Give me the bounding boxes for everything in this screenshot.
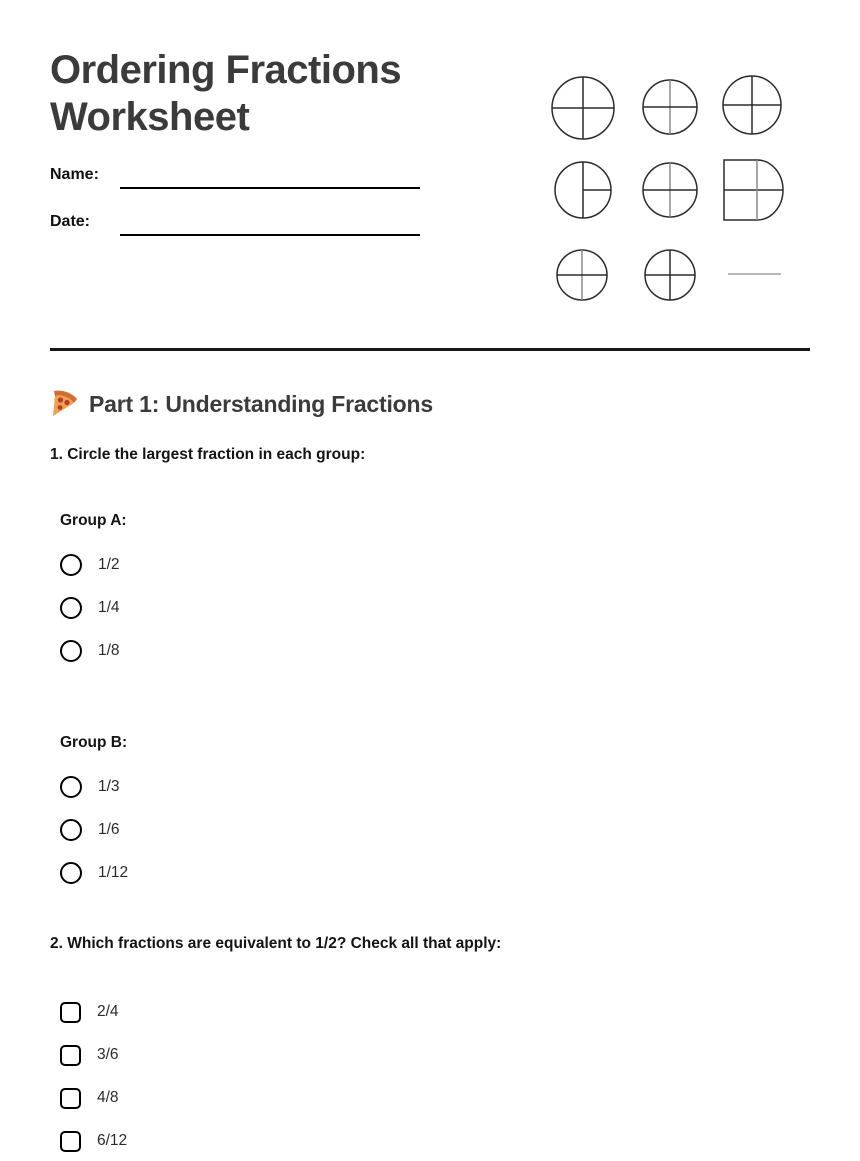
radio-button[interactable]	[60, 640, 82, 662]
fraction-square-round-quarters-icon	[724, 160, 783, 220]
radio-option-row	[60, 775, 120, 799]
radio-option-row	[60, 553, 120, 577]
radio-option-row	[60, 861, 128, 885]
radio-option-label: 1/4	[98, 599, 120, 616]
checkbox[interactable]	[60, 1002, 81, 1023]
fraction-circle-quarters-icon	[645, 250, 695, 300]
checkbox-option-label: 3/6	[97, 1046, 119, 1063]
fraction-circles-illustration	[540, 65, 800, 315]
radio-button[interactable]	[60, 862, 82, 884]
page-title: Ordering Fractions Worksheet	[50, 48, 402, 140]
radio-option-label: 1/12	[98, 864, 129, 881]
section-divider	[50, 348, 810, 351]
checkbox-option-row	[60, 1043, 119, 1067]
question-1-text: 1. Circle the largest fraction in each group:	[50, 446, 366, 463]
radio-option-row	[60, 818, 120, 842]
name-label: Name:	[50, 166, 99, 183]
radio-button[interactable]	[60, 554, 82, 576]
fraction-circle-quarters-icon	[557, 250, 607, 300]
checkbox[interactable]	[60, 1131, 81, 1152]
group-a-label: Group A:	[60, 512, 127, 529]
checkbox-option-row	[60, 1129, 127, 1153]
name-write-line[interactable]	[120, 187, 420, 189]
fraction-circle-half-quarters-icon	[555, 162, 611, 218]
checkbox[interactable]	[60, 1088, 81, 1109]
part1-title: Part 1: Understanding Fractions	[89, 390, 433, 417]
radio-button[interactable]	[60, 597, 82, 619]
fraction-circle-quarters-icon	[643, 80, 697, 134]
fraction-circle-quarters-icon	[643, 163, 697, 217]
fraction-circle-quarters-icon	[552, 77, 614, 139]
checkbox-option-row	[60, 1000, 119, 1024]
radio-button[interactable]	[60, 819, 82, 841]
radio-option-label: 1/6	[98, 821, 120, 838]
checkbox-option-label: 4/8	[97, 1089, 119, 1106]
date-write-line[interactable]	[120, 234, 420, 236]
date-label: Date:	[50, 213, 91, 230]
radio-option-label: 1/8	[98, 642, 120, 659]
checkbox[interactable]	[60, 1045, 81, 1066]
group-b-label: Group B:	[60, 734, 128, 751]
radio-option-row	[60, 639, 120, 663]
radio-option-label: 1/2	[98, 556, 120, 573]
radio-option-row	[60, 596, 120, 620]
part1-header	[50, 388, 433, 420]
checkbox-option-label: 6/12	[97, 1132, 128, 1149]
radio-option-label: 1/3	[98, 778, 120, 795]
checkbox-option-row	[60, 1086, 119, 1110]
radio-button[interactable]	[60, 776, 82, 798]
question-2-text: 2. Which fractions are equivalent to 1/2? Check all that apply:	[50, 935, 502, 952]
fraction-circle-quarters-icon	[723, 76, 781, 134]
pizza-icon	[50, 389, 78, 419]
checkbox-option-label: 2/4	[97, 1003, 119, 1020]
